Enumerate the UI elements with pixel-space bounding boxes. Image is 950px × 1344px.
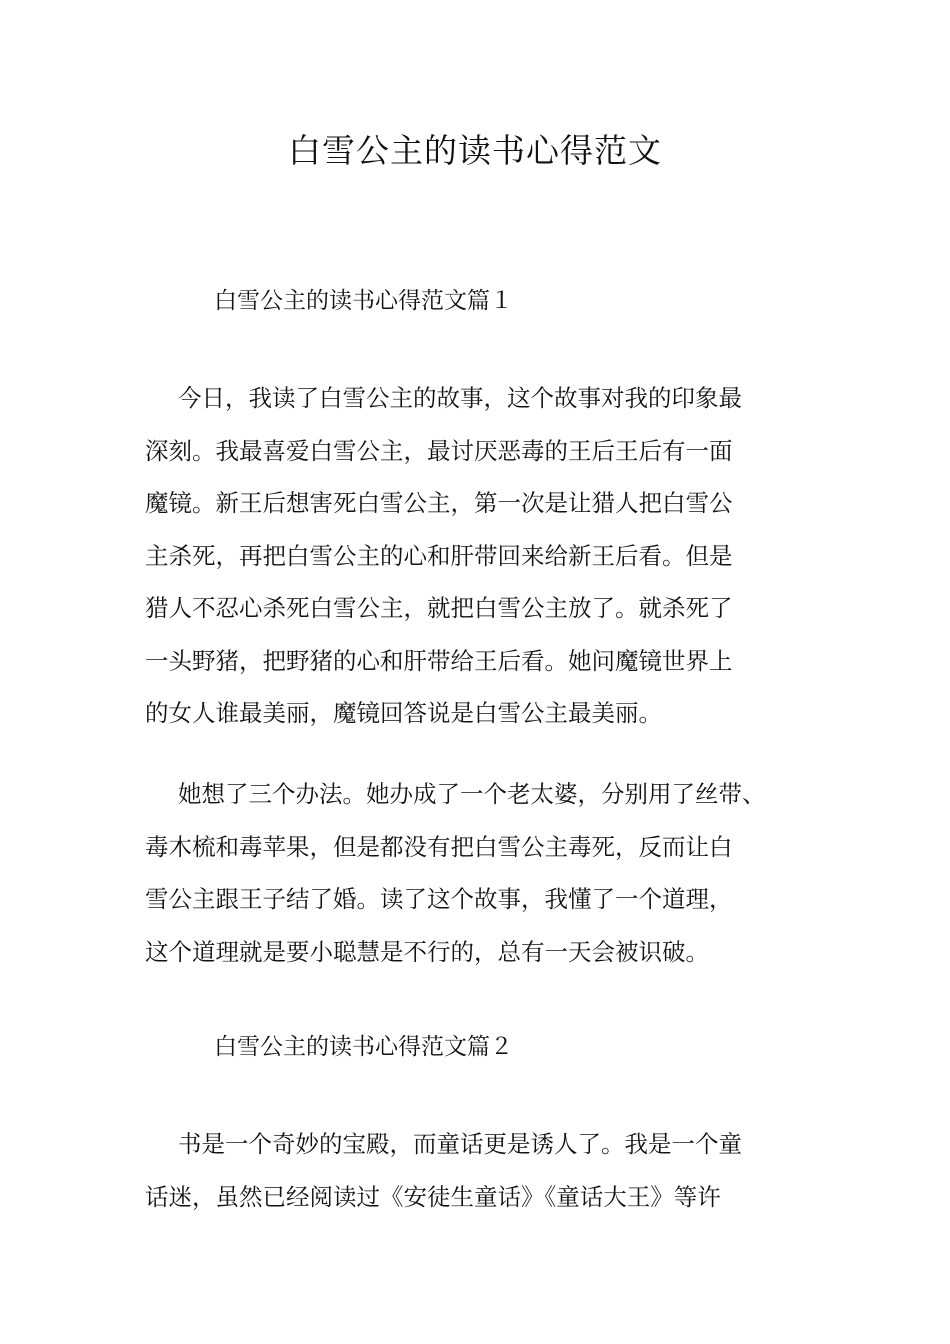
- document-title: 白雪公主的读书心得范文: [288, 131, 662, 170]
- section-heading-2: 白雪公主的读书心得范文篇２: [214, 1034, 513, 1060]
- paragraph-line: 深刻。我最喜爱白雪公主，最讨厌恶毒的王后王后有一面: [145, 436, 733, 465]
- paragraph-line: 她想了三个办法。她办成了一个老太婆，分别用了丝带、: [178, 780, 766, 808]
- paragraph-line: 今日，我读了白雪公主的故事，这个故事对我的印象最: [178, 384, 742, 412]
- paragraph-2: [145, 768, 810, 978]
- paragraph-3: [145, 1118, 810, 1223]
- paragraph-line: 这个道理就是要小聪慧是不行的，总有一天会被识破。: [145, 937, 709, 966]
- paragraph-line: 一头野猪，把野猪的心和肝带给王后看。她问魔镜世界上: [145, 646, 733, 675]
- paragraph-line: 猎人不忍心杀死白雪公主，就把白雪公主放了。就杀死了: [145, 594, 733, 622]
- paragraph-line: 的女人谁最美丽，魔镜回答说是白雪公主最美丽。: [145, 699, 662, 727]
- paragraph-line: 书是一个奇妙的宝殿，而童话更是诱人了。我是一个童: [178, 1130, 742, 1158]
- paragraph-line: 魔镜。新王后想害死白雪公主，第一次是让猎人把白雪公: [145, 489, 733, 517]
- paragraph-line: 话迷，虽然已经阅读过《安徒生童话》《童话大王》等许: [145, 1182, 721, 1211]
- paragraph-line: 雪公主跟王子结了婚。读了这个故事，我懂了一个道理，: [145, 885, 733, 913]
- paragraph-line: 毒木梳和毒苹果，但是都没有把白雪公主毒死，反而让白: [145, 832, 733, 861]
- section-heading-1: 白雪公主的读书心得范文篇１: [214, 288, 513, 314]
- paragraph-line: 主杀死，再把白雪公主的心和肝带回来给新王后看。但是: [145, 541, 733, 570]
- paragraph-1: [145, 372, 810, 740]
